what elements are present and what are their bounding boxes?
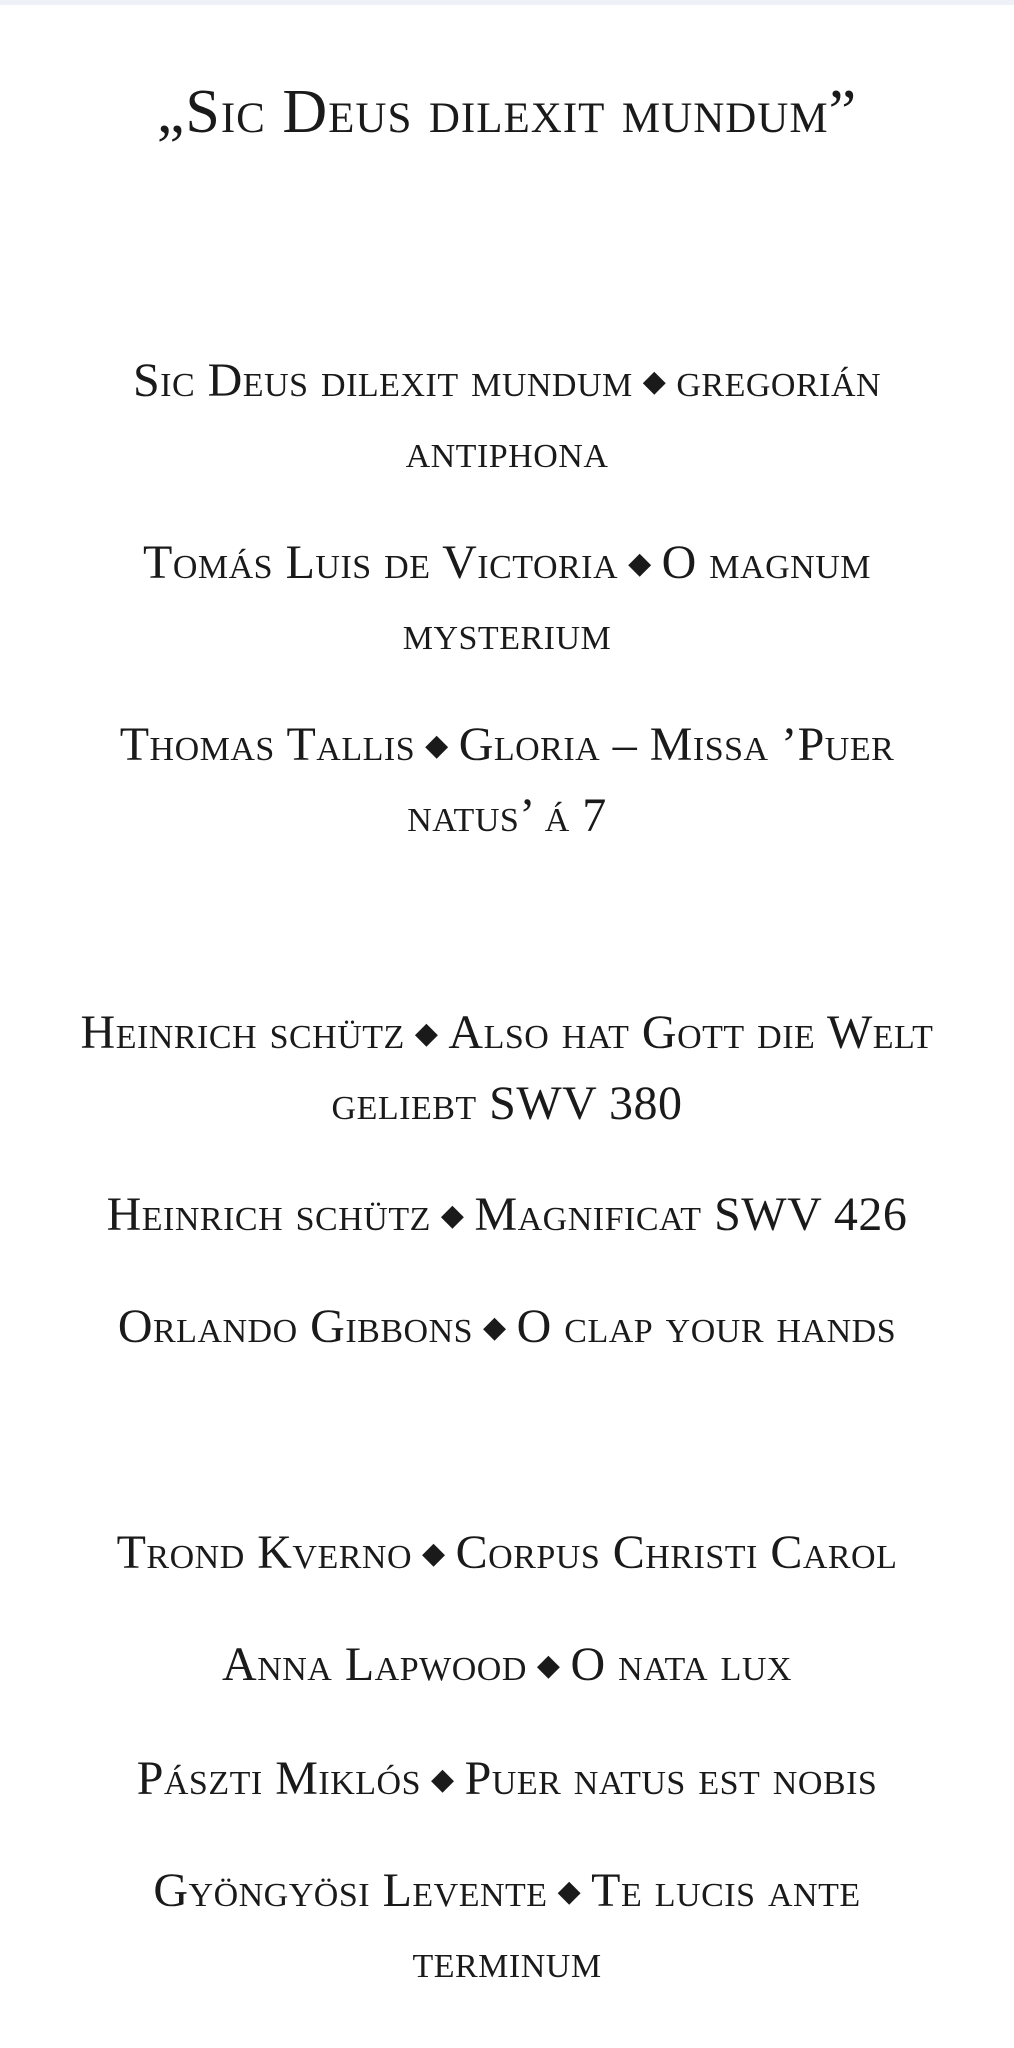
program-item: [20, 1630, 994, 1701]
diamond-separator-icon: ◆: [422, 1536, 446, 1570]
work-title: gregorián antiphona: [405, 354, 882, 478]
work-title: Also hat Gott die Welt geliebt SWV 380: [331, 1006, 934, 1130]
program-item: [60, 710, 954, 851]
composer: Gyöngyösi Levente: [153, 1864, 548, 1917]
diamond-separator-icon: ◆: [628, 546, 652, 580]
composer: Thomas Tallis: [119, 718, 416, 771]
work-title: Te lucis ante terminum: [412, 1864, 861, 1988]
diamond-separator-icon: ◆: [483, 1310, 507, 1344]
diamond-separator-icon: ◆: [431, 1762, 455, 1796]
work-title: Puer natus est nobis: [464, 1752, 878, 1805]
program-item: [20, 1292, 994, 1363]
composer: Anna Lapwood: [222, 1638, 527, 1691]
program-item: [60, 998, 954, 1139]
work-title: O magnum mysterium: [402, 536, 871, 660]
diamond-separator-icon: ◆: [414, 1016, 439, 1050]
work-title: Corpus Christi Carol: [455, 1526, 898, 1579]
program-item: [20, 1744, 994, 1815]
diamond-separator-icon: ◆: [557, 1874, 582, 1908]
diamond-separator-icon: ◆: [425, 728, 449, 762]
composer: Orlando Gibbons: [117, 1300, 474, 1353]
composer: Trond Kverno: [116, 1526, 413, 1579]
composer: Heinrich schütz: [106, 1188, 431, 1241]
program-item: [60, 1856, 954, 1997]
work-title: O nata lux: [570, 1638, 792, 1691]
diamond-separator-icon: ◆: [536, 1648, 561, 1682]
work-title: Gloria – Missa ’Puer natus’ á 7: [407, 718, 895, 842]
composer: Sic Deus dilexit mundum: [132, 354, 633, 407]
program-item: [60, 528, 954, 669]
diamond-separator-icon: ◆: [440, 1198, 465, 1232]
composer: Pászti Miklós: [136, 1752, 421, 1805]
program-item: [20, 1180, 994, 1251]
page-title: „Sic Deus dilexit mundum”: [156, 78, 858, 146]
program-item: [20, 1518, 994, 1589]
composer: Heinrich schütz: [80, 1006, 405, 1059]
work-title: Magnificat SWV 426: [474, 1188, 908, 1241]
program-item: [60, 346, 954, 487]
work-title: O clap your hands: [516, 1300, 897, 1353]
diamond-separator-icon: ◆: [642, 364, 667, 398]
composer: Tomás Luis de Victoria: [143, 536, 619, 589]
